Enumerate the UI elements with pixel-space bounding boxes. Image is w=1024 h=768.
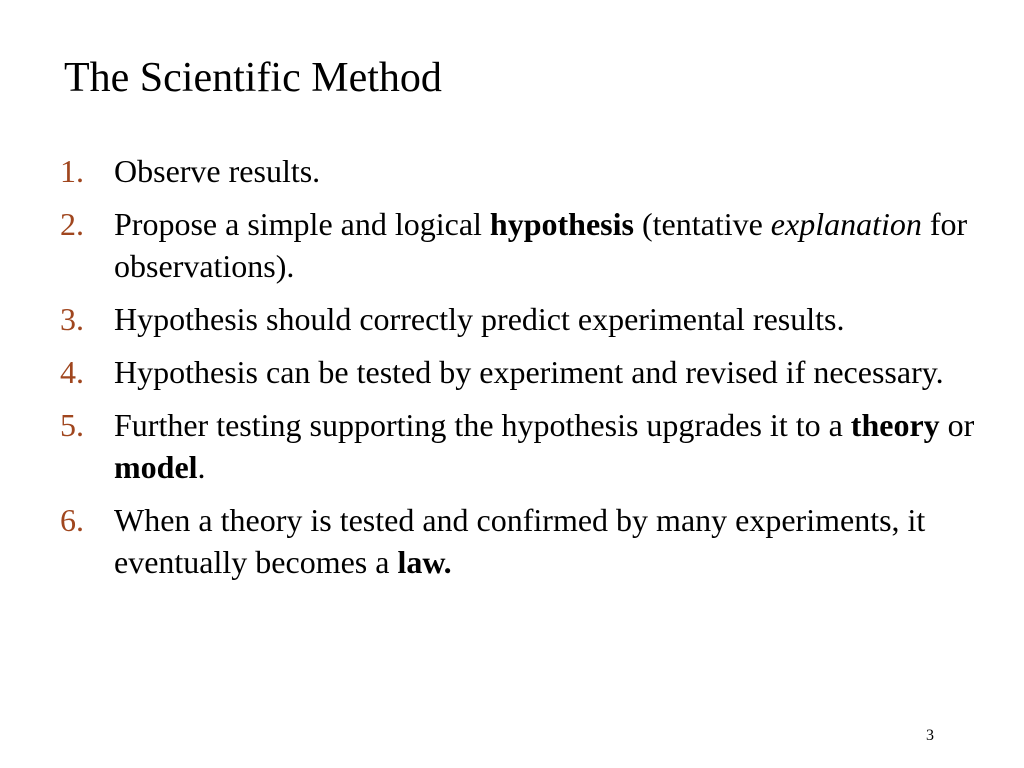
bold-term: model bbox=[114, 449, 198, 485]
steps-list bbox=[60, 150, 990, 594]
step-text bbox=[114, 354, 944, 390]
text-segment: Hypothesis can be tested by experiment and revised if necessary. bbox=[114, 354, 944, 390]
list-item bbox=[60, 298, 990, 340]
list-item bbox=[60, 351, 990, 393]
step-number: 5. bbox=[60, 407, 84, 443]
step-text bbox=[114, 153, 320, 189]
step-number: 4. bbox=[60, 354, 84, 390]
step-text bbox=[114, 301, 844, 337]
list-item bbox=[60, 150, 990, 192]
step-number: 6. bbox=[60, 502, 84, 538]
step-text bbox=[114, 407, 974, 485]
bold-term: law. bbox=[397, 544, 452, 580]
step-text bbox=[114, 206, 967, 284]
text-segment: Hypothesis should correctly predict experimental results. bbox=[114, 301, 845, 337]
text-segment: or bbox=[939, 407, 975, 443]
list-item bbox=[60, 499, 990, 583]
text-segment: Observe results. bbox=[114, 153, 321, 189]
step-number: 1. bbox=[60, 153, 84, 189]
step-text bbox=[114, 502, 925, 580]
bold-term: hypothesis bbox=[489, 206, 634, 242]
slide-title: The Scientific Method bbox=[64, 55, 442, 101]
page-number: 3 bbox=[926, 727, 934, 744]
text-segment: Further testing supporting the hypothesis upgrades it to a bbox=[114, 407, 851, 443]
list-item bbox=[60, 404, 990, 488]
text-segment: (tentative bbox=[633, 206, 771, 242]
italic-term: explanation bbox=[770, 206, 922, 242]
text-segment: for observations). bbox=[114, 206, 968, 284]
text-segment: Propose a simple and logical bbox=[114, 206, 490, 242]
text-segment: When a theory is tested and confirmed by many experiments, it eventually becomes a bbox=[114, 502, 926, 580]
step-number: 3. bbox=[60, 301, 84, 337]
step-number: 2. bbox=[60, 206, 84, 242]
list-item bbox=[60, 203, 990, 287]
bold-term: theory bbox=[850, 407, 940, 443]
text-segment: . bbox=[197, 449, 206, 485]
